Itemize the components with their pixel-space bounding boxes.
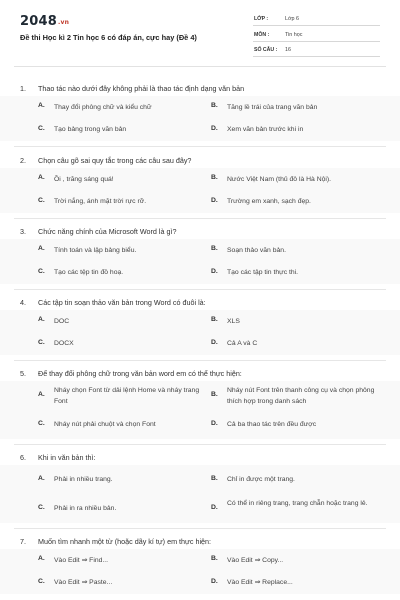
page-title: Đề thi Học kì 2 Tin học 6 có đáp án, cực hay (Đề 4) — [20, 33, 197, 42]
answer-option[interactable] — [211, 262, 381, 285]
answer-text: Thay đổi phông chữ và kiểu chữ — [54, 103, 152, 111]
answer-text: DOCX — [54, 340, 74, 348]
answer-letter: B. — [211, 174, 218, 182]
answer-text: Vào Edit ⇒ Paste... — [54, 579, 113, 587]
question-text: Muốn tìm nhanh một từ (hoặc dãy kí tự) em thực hiện: — [38, 537, 212, 546]
answer-letter: A. — [38, 316, 45, 324]
answer-text: Soạn thảo văn bản. — [227, 246, 286, 254]
answer-letter: C. — [38, 503, 45, 511]
question-number: 7. — [20, 537, 26, 546]
question-number: 5. — [20, 369, 26, 378]
answer-option[interactable] — [38, 410, 208, 439]
question-number: 6. — [20, 453, 26, 462]
answer-letter: B. — [211, 555, 218, 563]
answer-letter: D. — [211, 267, 218, 275]
site-logo[interactable] — [20, 14, 69, 29]
answer-option[interactable] — [211, 333, 381, 356]
answer-option[interactable] — [38, 549, 208, 572]
answer-option[interactable] — [38, 465, 208, 494]
answer-letter: C. — [38, 419, 45, 427]
answer-text: Nháy chọn Font từ dải lệnh Home và nháy trang Font — [54, 386, 200, 405]
answer-options — [0, 310, 400, 355]
question-divider — [14, 218, 386, 219]
answer-letter: C. — [38, 577, 45, 585]
answer-letter: D. — [211, 196, 218, 204]
answer-option[interactable] — [211, 494, 381, 523]
answer-option[interactable] — [38, 333, 208, 356]
answer-letter: D. — [211, 503, 218, 511]
answer-option[interactable] — [38, 191, 208, 214]
question-divider — [14, 444, 386, 445]
answer-option[interactable] — [211, 465, 381, 494]
answer-letter: A. — [38, 474, 45, 482]
question-text: Để thay đổi phông chữ trong văn bản word em có thể thực hiện: — [38, 369, 242, 378]
meta-value-count: 16 — [285, 47, 291, 53]
answer-option[interactable] — [211, 572, 381, 595]
answer-letter: D. — [211, 338, 218, 346]
answer-letter: A. — [38, 174, 45, 182]
answer-text: Nháy nút Font trên thanh công cụ và chọn phông thích hợp trong danh sách — [227, 386, 375, 405]
logo-suffix: .vn — [57, 19, 70, 26]
answer-text: Tính toán và lập bảng biểu. — [54, 246, 137, 254]
answer-letter: C. — [38, 267, 45, 275]
meta-label-count: SỐ CÂU : — [254, 47, 278, 53]
answer-letter: C. — [38, 124, 45, 132]
answer-option[interactable] — [211, 310, 381, 333]
answer-option[interactable] — [211, 191, 381, 214]
answer-options — [0, 549, 400, 594]
question-text: Khi in văn bản thì: — [38, 453, 96, 462]
answer-options — [0, 168, 400, 213]
question-divider — [14, 360, 386, 361]
answer-text: Vào Edit ⇒ Find... — [54, 556, 109, 564]
answer-text: Tạo các tệp tin đồ hoạ. — [54, 269, 124, 277]
answer-option[interactable] — [211, 239, 381, 262]
answer-option[interactable] — [211, 549, 381, 572]
question-number: 4. — [20, 298, 26, 307]
answer-option[interactable] — [38, 494, 208, 523]
answer-option[interactable] — [211, 410, 381, 439]
answer-text: Phải in nhiều trang. — [54, 476, 113, 483]
answer-letter: D. — [211, 124, 218, 132]
meta-label-class: LỚP : — [254, 16, 269, 22]
answer-text: Vào Edit ⇒ Copy... — [227, 556, 284, 564]
answer-options — [0, 239, 400, 284]
answer-options — [0, 96, 400, 141]
answer-option[interactable] — [38, 168, 208, 191]
answer-letter: B. — [211, 245, 218, 253]
answer-option[interactable] — [38, 310, 208, 333]
answer-letter: C. — [38, 196, 45, 204]
answer-text: Phải in ra nhiều bản. — [54, 505, 117, 512]
answer-text: Trường em xanh, sạch đẹp. — [227, 198, 311, 206]
answer-text: Tạo bảng trong văn bản — [54, 126, 127, 134]
meta-row-class — [253, 13, 380, 26]
question-number: 2. — [20, 156, 26, 165]
question-text: Chức năng chính của Microsoft Word là gì? — [38, 227, 177, 236]
answer-letter: B. — [211, 474, 218, 482]
answer-text: Nháy nút phải chuột và chọn Font — [54, 421, 156, 428]
answer-letter: A. — [38, 555, 45, 563]
question-text: Chọn câu gõ sai quy tắc trong các câu sau đây? — [38, 156, 192, 165]
answer-option[interactable] — [211, 381, 381, 410]
answer-option[interactable] — [211, 168, 381, 191]
answer-text: Có thể in riêng trang, trang chẵn hoặc trang lẻ. — [227, 499, 368, 507]
answer-text: XLS — [227, 317, 240, 325]
answer-option[interactable] — [211, 96, 381, 119]
question-text: Các tập tin soạn thảo văn bản trong Word có đuôi là: — [38, 298, 206, 307]
answer-letter: A. — [38, 102, 45, 110]
answer-text: Ồi , trăng sáng quá! — [54, 175, 114, 183]
answer-text: Chỉ in được một trang. — [227, 476, 295, 483]
answer-text: Xem văn bản trước khi in — [227, 126, 304, 134]
answer-option[interactable] — [38, 239, 208, 262]
answer-text: DOC — [54, 317, 70, 325]
logo-text: 2048 — [20, 14, 57, 29]
question-number: 1. — [20, 84, 26, 93]
meta-row-subject — [253, 29, 380, 42]
meta-value-class: Lớp 6 — [285, 16, 300, 22]
answer-text: Nước Việt Nam (thủ đô là Hà Nội). — [227, 175, 332, 183]
answer-letter: D. — [211, 419, 218, 427]
answer-letter: D. — [211, 577, 218, 585]
question-number: 3. — [20, 227, 26, 236]
answer-option[interactable] — [38, 119, 208, 142]
header-divider — [14, 66, 386, 67]
question-text: Thao tác nào dưới đây không phải là thao tác định dạng văn bản — [38, 84, 245, 93]
answer-letter: B. — [211, 390, 218, 398]
answer-option[interactable] — [38, 572, 208, 595]
answer-letter: A. — [38, 245, 45, 253]
answer-text: Trời nắng, ánh mặt trời rực rỡ. — [54, 198, 147, 206]
answer-options — [0, 381, 400, 439]
answer-letter: A. — [38, 390, 45, 398]
meta-value-subject: Tin học — [285, 32, 303, 38]
answer-letter: B. — [211, 316, 218, 324]
answer-letter: B. — [211, 102, 218, 110]
answer-text: Vào Edit ⇒ Replace... — [227, 579, 293, 587]
meta-label-subject: MÔN : — [254, 32, 270, 38]
answer-letter: C. — [38, 338, 45, 346]
question-divider — [14, 146, 386, 147]
answer-text: Cả ba thao tác trên đều được — [227, 421, 317, 428]
answer-text: Cả A và C — [227, 340, 258, 348]
answer-text: Tạo các tập tin thực thi. — [227, 269, 299, 277]
answer-text: Tăng lề trái của trang văn bản — [227, 103, 318, 111]
answer-option[interactable] — [38, 262, 208, 285]
answer-option[interactable] — [38, 381, 208, 410]
answer-option[interactable] — [38, 96, 208, 119]
answer-options — [0, 465, 400, 523]
question-divider — [14, 289, 386, 290]
answer-option[interactable] — [211, 119, 381, 142]
page-header — [0, 0, 400, 66]
meta-row-count — [253, 44, 380, 57]
question-divider — [14, 528, 386, 529]
